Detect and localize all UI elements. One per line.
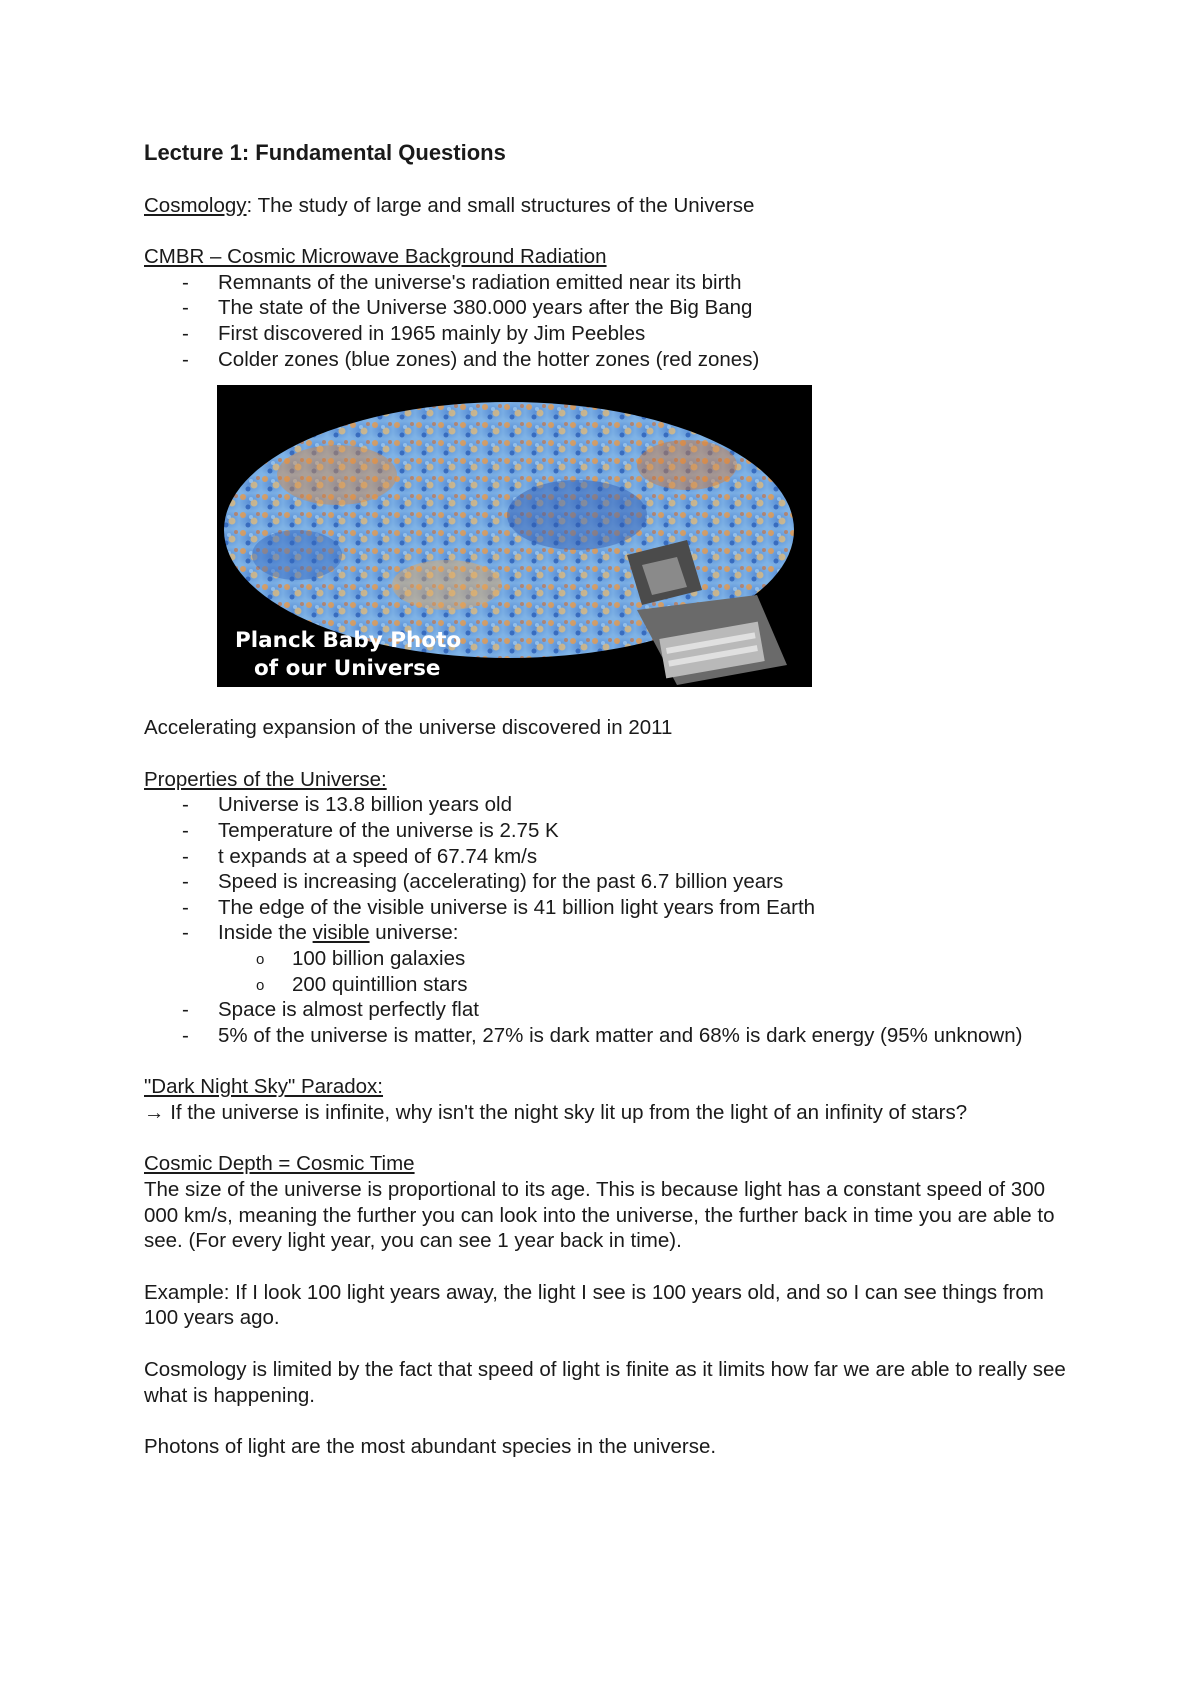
depth-heading: Cosmic Depth = Cosmic Time <box>144 1152 415 1176</box>
dash-bullet: - <box>182 921 189 945</box>
list-item <box>144 270 1074 296</box>
example-text: Example: If I look 100 light years away, the light I see is 100 years old, and so I can see things from 100 years ago. <box>144 1280 1044 1330</box>
list-item-text: The state of the Universe 380.000 years after the Big Bang <box>218 296 753 320</box>
list-item-text: 5% of the universe is matter, 27% is dark matter and 68% is dark energy (95% unknown) <box>218 1023 1023 1047</box>
dash-bullet: - <box>182 270 189 294</box>
list-item <box>144 818 1074 844</box>
cmb-image <box>217 385 812 687</box>
list-item-text: Temperature of the universe is 2.75 K <box>218 818 559 842</box>
properties-heading: Properties of the Universe: <box>144 767 387 791</box>
sub-list-item-text: 200 quintillion stars <box>292 972 468 996</box>
cmbr-list <box>144 270 1074 372</box>
cosmology-term: Cosmology <box>144 193 247 217</box>
paradox-heading: "Dark Night Sky" Paradox: <box>144 1075 384 1099</box>
limited-text: Cosmology is limited by the fact that speed of light is finite as it limits how far we are able to really see what is happening. <box>144 1358 1066 1407</box>
dash-bullet: - <box>182 1023 189 1047</box>
dash-bullet: - <box>182 870 189 894</box>
list-item-text: Universe is 13.8 billion years old <box>218 793 512 817</box>
list-item-text: Speed is increasing (accelerating) for the past 6.7 billion years <box>218 870 784 894</box>
list-item-text: universe: <box>369 921 459 945</box>
dash-bullet: - <box>182 818 189 842</box>
cosmology-text: : The study of large and small structures of the Universe <box>246 193 755 217</box>
circle-bullet: o <box>256 950 265 968</box>
sub-list <box>218 946 1074 997</box>
dash-bullet: - <box>182 793 189 817</box>
accelerating-text: Accelerating expansion of the universe discovered in 2011 <box>144 716 673 740</box>
list-item <box>144 920 1074 997</box>
list-item <box>144 1023 1074 1049</box>
dash-bullet: - <box>182 347 189 371</box>
caption-line: Planck Baby Photo <box>235 628 462 654</box>
list-item <box>144 295 1074 321</box>
list-item <box>144 895 1074 921</box>
dash-bullet: - <box>182 844 189 868</box>
dash-bullet: - <box>182 296 189 320</box>
list-item <box>144 321 1074 347</box>
document-page <box>144 140 1074 1460</box>
list-item <box>144 347 1074 373</box>
list-item <box>144 997 1074 1023</box>
properties-list <box>144 792 1074 1048</box>
page-title: Lecture 1: Fundamental Questions <box>144 140 506 165</box>
list-item-text: First discovered in 1965 mainly by Jim Peebles <box>218 321 646 345</box>
dash-bullet: - <box>182 321 189 345</box>
underlined-word: visible <box>312 921 370 945</box>
dash-bullet: - <box>182 895 189 919</box>
list-item-text: Remnants of the universe's radiation emitted near its birth <box>218 270 742 294</box>
list-item-text: Inside the <box>218 921 313 945</box>
sub-list-item <box>144 972 1074 998</box>
caption-line: of our Universe <box>254 656 441 682</box>
dash-bullet: - <box>182 998 189 1022</box>
list-item-text: t expands at a speed of 67.74 km/s <box>218 844 538 868</box>
depth-text: The size of the universe is proportional to its age. This is because light has a constant speed of 300 000 km/s, meaning the further you can look into the universe, the further back in time you are able to see. (For every light year, you can see 1 year back in time). <box>144 1178 1055 1253</box>
sub-list-item-text: 100 billion galaxies <box>292 946 466 970</box>
list-item <box>144 792 1074 818</box>
list-item-text: Colder zones (blue zones) and the hotter zones (red zones) <box>218 347 760 371</box>
list-item-text: Space is almost perfectly flat <box>218 998 479 1022</box>
list-item <box>144 844 1074 870</box>
cmbr-heading: CMBR – Cosmic Microwave Background Radiation <box>144 245 607 269</box>
cosmology-definition <box>144 193 1074 219</box>
paradox-text: → If the universe is infinite, why isn't the night sky lit up from the light of an infinity of stars? <box>144 1100 968 1124</box>
circle-bullet: o <box>256 976 265 994</box>
sub-list-item <box>144 946 1074 972</box>
image-caption <box>235 627 461 683</box>
list-item <box>144 869 1074 895</box>
photons-text: Photons of light are the most abundant species in the universe. <box>144 1435 717 1459</box>
list-item-text: The edge of the visible universe is 41 billion light years from Earth <box>218 895 816 919</box>
